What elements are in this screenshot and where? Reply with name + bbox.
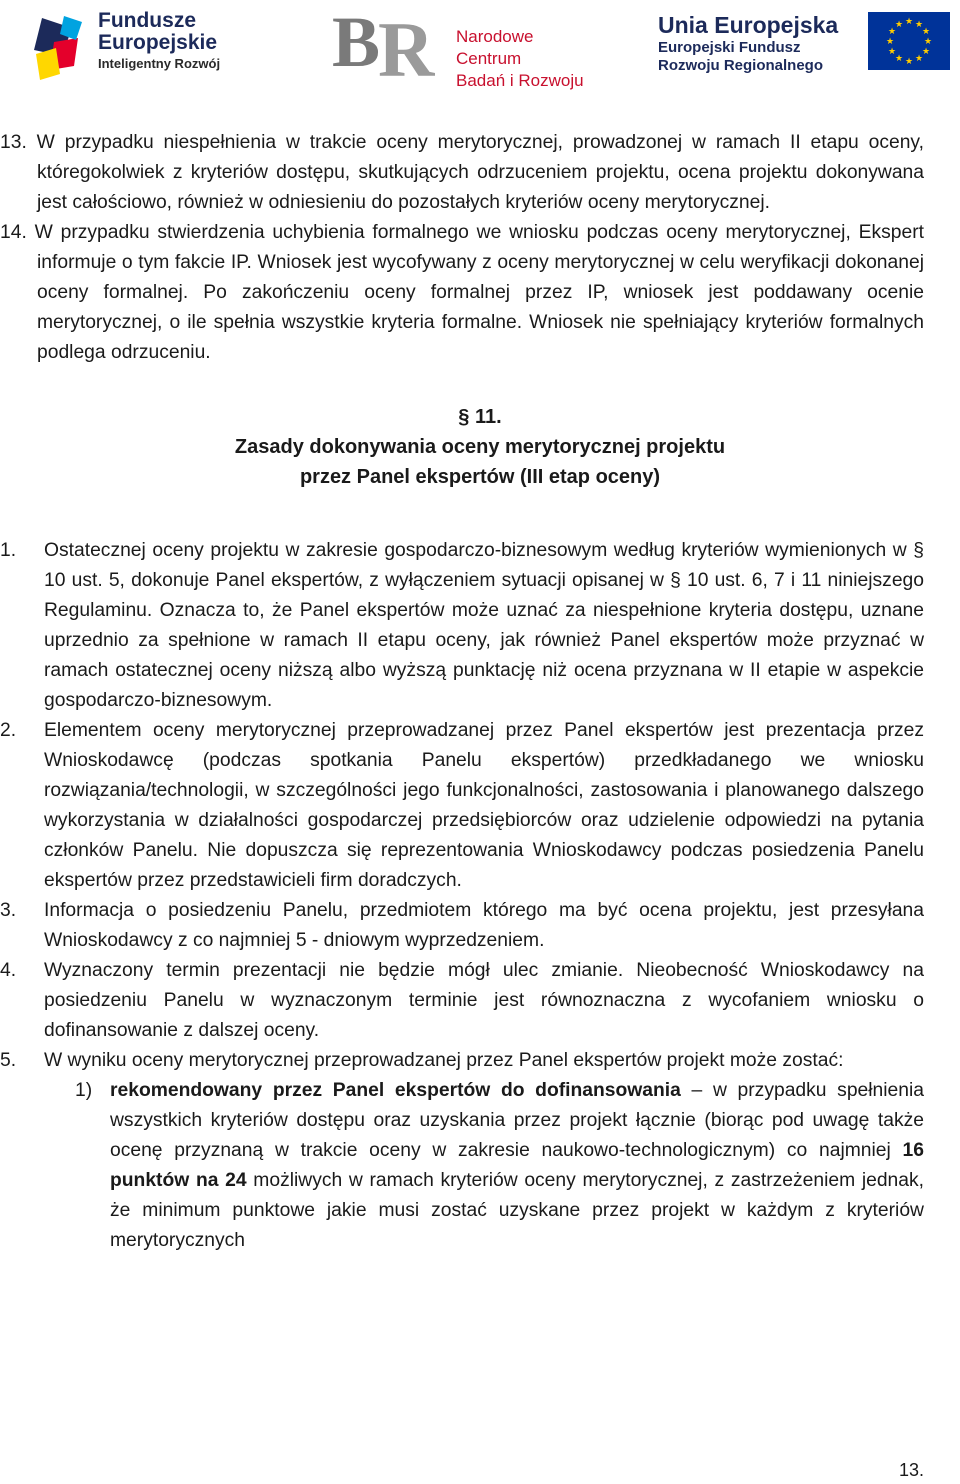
list-item-text: Ostatecznej oceny projektu w zakresie gospodarczo-biznesowym według kryteriów wymienionych w § 10 ust. 5, dokonuje Panel ekspertów, z wyłączeniem sytuacji opisanej w § 10 ust. 6, 7 i 11 niniejszego Regulaminu. Oznacza to, że Panel ekspertów może uznać za niespełnione kryteria dostępu, uznane uprzednio za spełnione w ramach II etapu oceny, jak również Panel ekspertów może przyznać w ramach ostatecznej oceny niższą albo wyższą punktację niż ocena przyznana w II etapie w aspekcie gospodarczo-biznesowym. — [44, 540, 924, 711]
list-item-number: 5. — [0, 1050, 17, 1071]
svg-text:★: ★ — [894, 20, 904, 30]
svg-text:R: R — [378, 6, 435, 93]
fundusze-europejskie-logo — [30, 0, 260, 100]
fe-logo-line1: Fundusze — [98, 9, 196, 32]
section-title-line2: przez Panel ekspertów (III etap oceny) — [299, 466, 661, 488]
paragraph-13-number: 13. — [0, 132, 27, 153]
list-item-text: Informacja o posiedzeniu Panelu, przedmiotem którego ma być ocena projektu, jest przesyłana Wnioskodawcy z co najmniej 5 - dniowym wyprzedzeniem. — [44, 900, 924, 951]
sub-list-item-number: 1) — [75, 1080, 93, 1101]
list-item-number: 2. — [0, 720, 17, 741]
page-number: 13. — [898, 1460, 924, 1480]
svg-text:★: ★ — [914, 54, 924, 64]
list-item-number: 3. — [0, 900, 17, 921]
list-item-text: Elementem oceny merytorycznej przeprowadzanej przez Panel ekspertów jest prezentacja przez Wnioskodawcę (podczas spotkania Panelu ekspertów) przedkładanego we wniosku rozwiązania/technologii, w szczególności jego funkcjonalności, zastosowania i planowanego dalszego wykorzystania w działalności gospodarczej przedsiębiorców oraz udzielenie odpowiedzi na pytania członków Panelu. Nie dopuszcza się reprezentowania Wnioskodawcy podczas posiedzenia Panelu ekspertów przez przedstawicieli firm doradczych. — [44, 720, 924, 891]
unia-europejska-logo — [650, 0, 960, 100]
fe-logo-line2: Europejskie — [98, 31, 218, 55]
list-item-number: 4. — [0, 960, 17, 981]
ncbr-logo-text — [456, 26, 602, 92]
section-title — [0, 432, 960, 492]
list-item-text: Wyznaczony termin prezentacji nie będzie mógł ulec zmianie. Nieobecność Wnioskodawcy na posiedzeniu Panelu w wyznaczonym terminie jest równoznaczna z wycofaniem wniosku o dofinansowanie z dalszej oceny. — [44, 960, 924, 1041]
section-number: § 11. — [458, 406, 502, 428]
svg-text:★: ★ — [904, 17, 914, 27]
ncbr-logo-line1: Narodowe Centrum — [456, 27, 534, 69]
eu-flag-icon — [868, 12, 950, 70]
ue-logo-line1: Unia Europejska — [658, 12, 839, 38]
list-item-text: W wyniku oceny merytorycznej przeprowadzanej przez Panel ekspertów projekt może zostać: — [44, 1050, 844, 1071]
ue-logo-text — [658, 12, 838, 75]
svg-text:★: ★ — [894, 54, 904, 64]
sub-list-item-text-b: możliwych w ramach kryteriów oceny merytorycznej, z zastrzeżeniem jednak, że minimum punktowe jakie musi zostać uzyskane przez projekt w każdym z kryteriów merytorycznych — [110, 1170, 924, 1251]
section-title-line1: Zasady dokonywania oceny merytorycznej projektu — [234, 436, 726, 458]
list-item-number: 1. — [0, 540, 17, 561]
fe-logo-text — [98, 10, 220, 71]
fe-star-icon — [34, 8, 94, 88]
svg-text:★: ★ — [885, 37, 895, 47]
list-item-2 — [0, 716, 960, 896]
ncbr-logo — [332, 0, 602, 100]
paragraph-14 — [0, 218, 960, 368]
list-item-3 — [0, 896, 960, 956]
ncbr-br-icon — [332, 4, 450, 94]
fe-logo-line3: Inteligentny Rozwój — [98, 56, 221, 72]
paragraph-13 — [0, 128, 960, 218]
svg-text:★: ★ — [887, 27, 897, 37]
list-item-1 — [0, 536, 960, 716]
ue-logo-line3: Rozwoju Regionalnego — [658, 57, 823, 74]
ue-logo-line2: Europejski Fundusz — [658, 39, 801, 56]
list-item-5 — [0, 1046, 960, 1076]
svg-text:★: ★ — [923, 37, 933, 47]
svg-text:★: ★ — [914, 20, 924, 30]
page-header — [0, 0, 960, 100]
svg-text:★: ★ — [887, 47, 897, 57]
paragraph-14-number: 14. — [0, 222, 27, 243]
paragraph-13-text: W przypadku niespełnienia w trakcie oceny merytorycznej, prowadzonej w ramach II etapu oceny, któregokolwiek z kryteriów dostępu, skutkujących odrzuceniem projektu, ocena projektu dokonywana jest całościowo, również w odniesieniu do pozostałych kryteriów oceny merytorycznej. — [36, 132, 924, 213]
svg-text:B: B — [332, 4, 381, 82]
numbered-list — [0, 536, 960, 1256]
list-item-4 — [0, 956, 960, 1046]
sub-list-item-text-a: – w przypadku spełnienia wszystkich kryteriów dostępu oraz uzyskania przez projekt łącznie (biorąc pod uwagę także ocenę przyznaną w trakcie oceny w zakresie naukowo-technologicznym) co najmniej — [110, 1080, 925, 1161]
sub-list-item-bold-points: 16 punktów na 24 — [110, 1140, 924, 1191]
svg-text:★: ★ — [904, 57, 914, 67]
sub-list-item-1 — [0, 1076, 960, 1256]
paragraph-14-text: W przypadku stwierdzenia uchybienia formalnego we wniosku podczas oceny merytorycznej, Ekspert informuje o tym fakcie IP. Wniosek jest wycofywany z oceny merytorycznej w celu weryfikacji dokonanej oceny formalnej. Po zakończeniu oceny formalnej przez IP, wniosek jest poddawany ocenie merytorycznej, o ile spełnia wszystkie kryteria formalne. Wniosek nie spełniający kryteriów formalnych podlega odrzuceniu. — [34, 222, 924, 363]
svg-text:★: ★ — [921, 47, 931, 57]
document-body — [0, 128, 960, 1256]
sub-list-item-bold-lead: rekomendowany przez Panel ekspertów do dofinansowania — [110, 1080, 681, 1101]
svg-text:★: ★ — [921, 27, 931, 37]
ncbr-logo-line2: Badań i Rozwoju — [456, 71, 584, 91]
